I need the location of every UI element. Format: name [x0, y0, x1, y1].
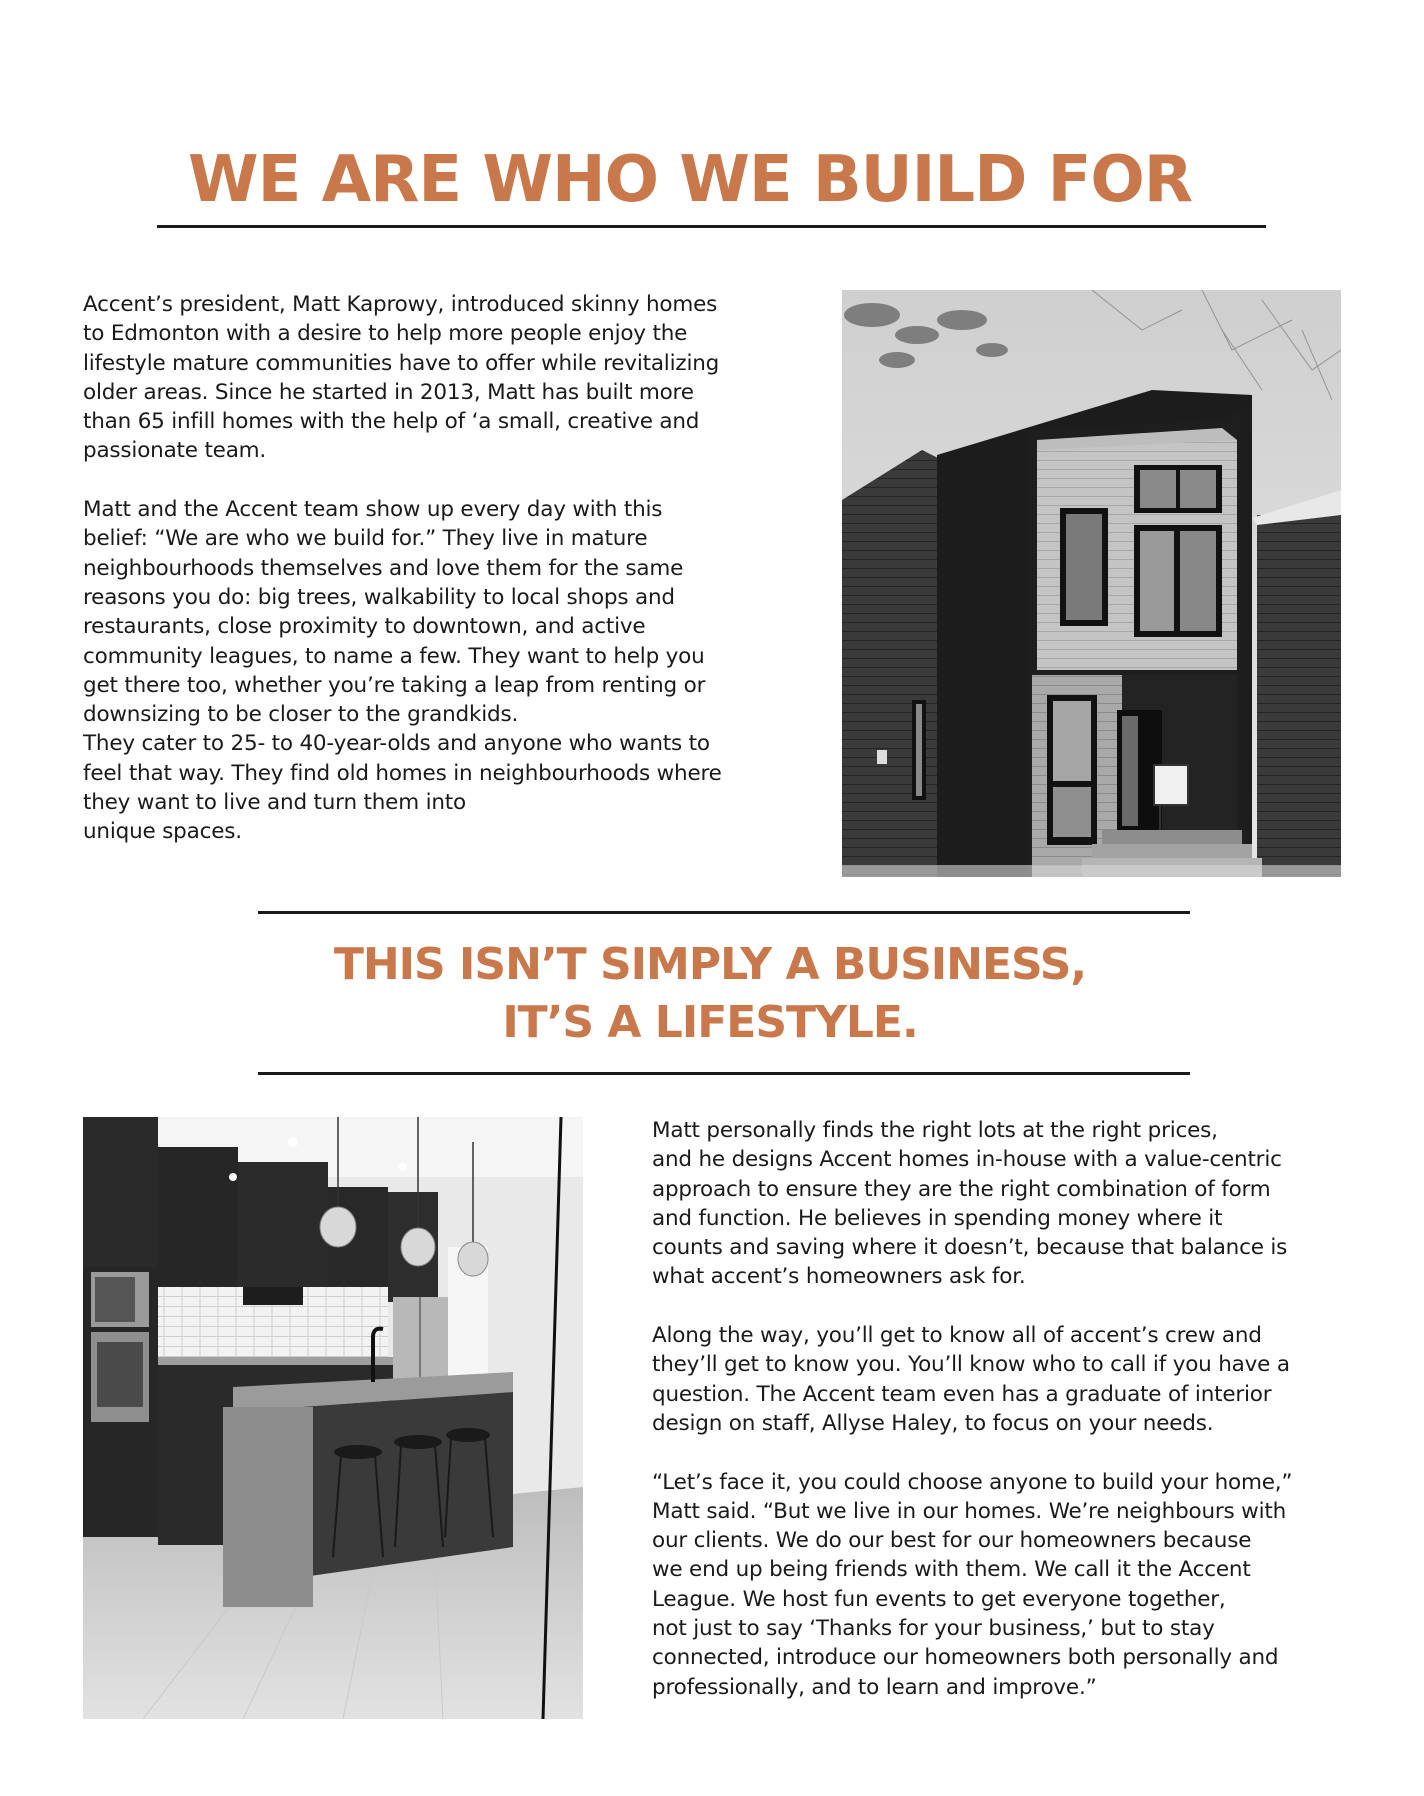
lifestyle-text	[652, 1116, 1352, 1702]
kitchen-photo	[83, 1117, 583, 1719]
lifestyle-paragraph-1: Matt personally finds the right lots at the right prices, and he designs Accent homes in-house with a value-centric approach to ensure they are the right combination of form and function. He believes in spending money where it counts and saving where it doesn’t, because that balance is what accent’s homeowners ask for.	[652, 1118, 1288, 1290]
lifestyle-paragraph-2: Along the way, you’ll get to know all of accent’s crew and they’ll get to know you. You’ll know who to call if you have a question. The Accent team even has a graduate of interior design on staff, Allyse Haley, to focus on your needs.	[652, 1323, 1290, 1436]
intro-paragraph-2: Matt and the Accent team show up every day with this belief: “We are who we build for.” They live in mature neighbourhoods themselves and love them for the same reasons you do: big trees, walkability to local shops and restaurants, close proximity to downtown, and active community leagues, to name a few. They want to help you get there too, whether you’re taking a leap from renting or downsizing to be closer to the grandkids.	[83, 497, 706, 728]
section-title-line-1: THIS ISN’T SIMPLY A BUSINESS,	[333, 939, 1087, 990]
house-photo	[842, 290, 1341, 877]
section-title	[260, 936, 1160, 1052]
section-divider-top	[258, 911, 1190, 914]
intro-paragraph-3: They cater to 25- to 40-year-olds and anyone who wants to feel that way. They find old homes in neighbourhoods where they want to live and turn them into unique spaces.	[83, 731, 722, 845]
title-divider	[157, 225, 1266, 228]
section-title-line-2: IT’S A LIFESTYLE.	[502, 997, 918, 1048]
lifestyle-paragraph-3: “Let’s face it, you could choose anyone to build your home,” Matt said. “But we live in our homes. We’re neighbours with our clients. We do our best for our homeowners because we end up being friends with them. We call it the Accent League. We host fun events to get everyone together, not just to say ‘Thanks for your business,’ but to stay connected, introduce our homeowners both personally and professionally, and to learn and improve.”	[652, 1469, 1293, 1700]
page-title: WE ARE WHO WE BUILD FOR	[188, 143, 1192, 217]
intro-text	[83, 290, 783, 847]
section-divider-bottom	[258, 1072, 1190, 1075]
intro-paragraph-1: Accent’s president, Matt Kaprowy, introduced skinny homes to Edmonton with a desire to help more people enjoy the lifestyle mature communities have to offer while revitalizing older areas. Since he started in 2013, Matt has built more than 65 infill homes with the help of ‘a small, creative and passionate team.	[83, 292, 720, 464]
